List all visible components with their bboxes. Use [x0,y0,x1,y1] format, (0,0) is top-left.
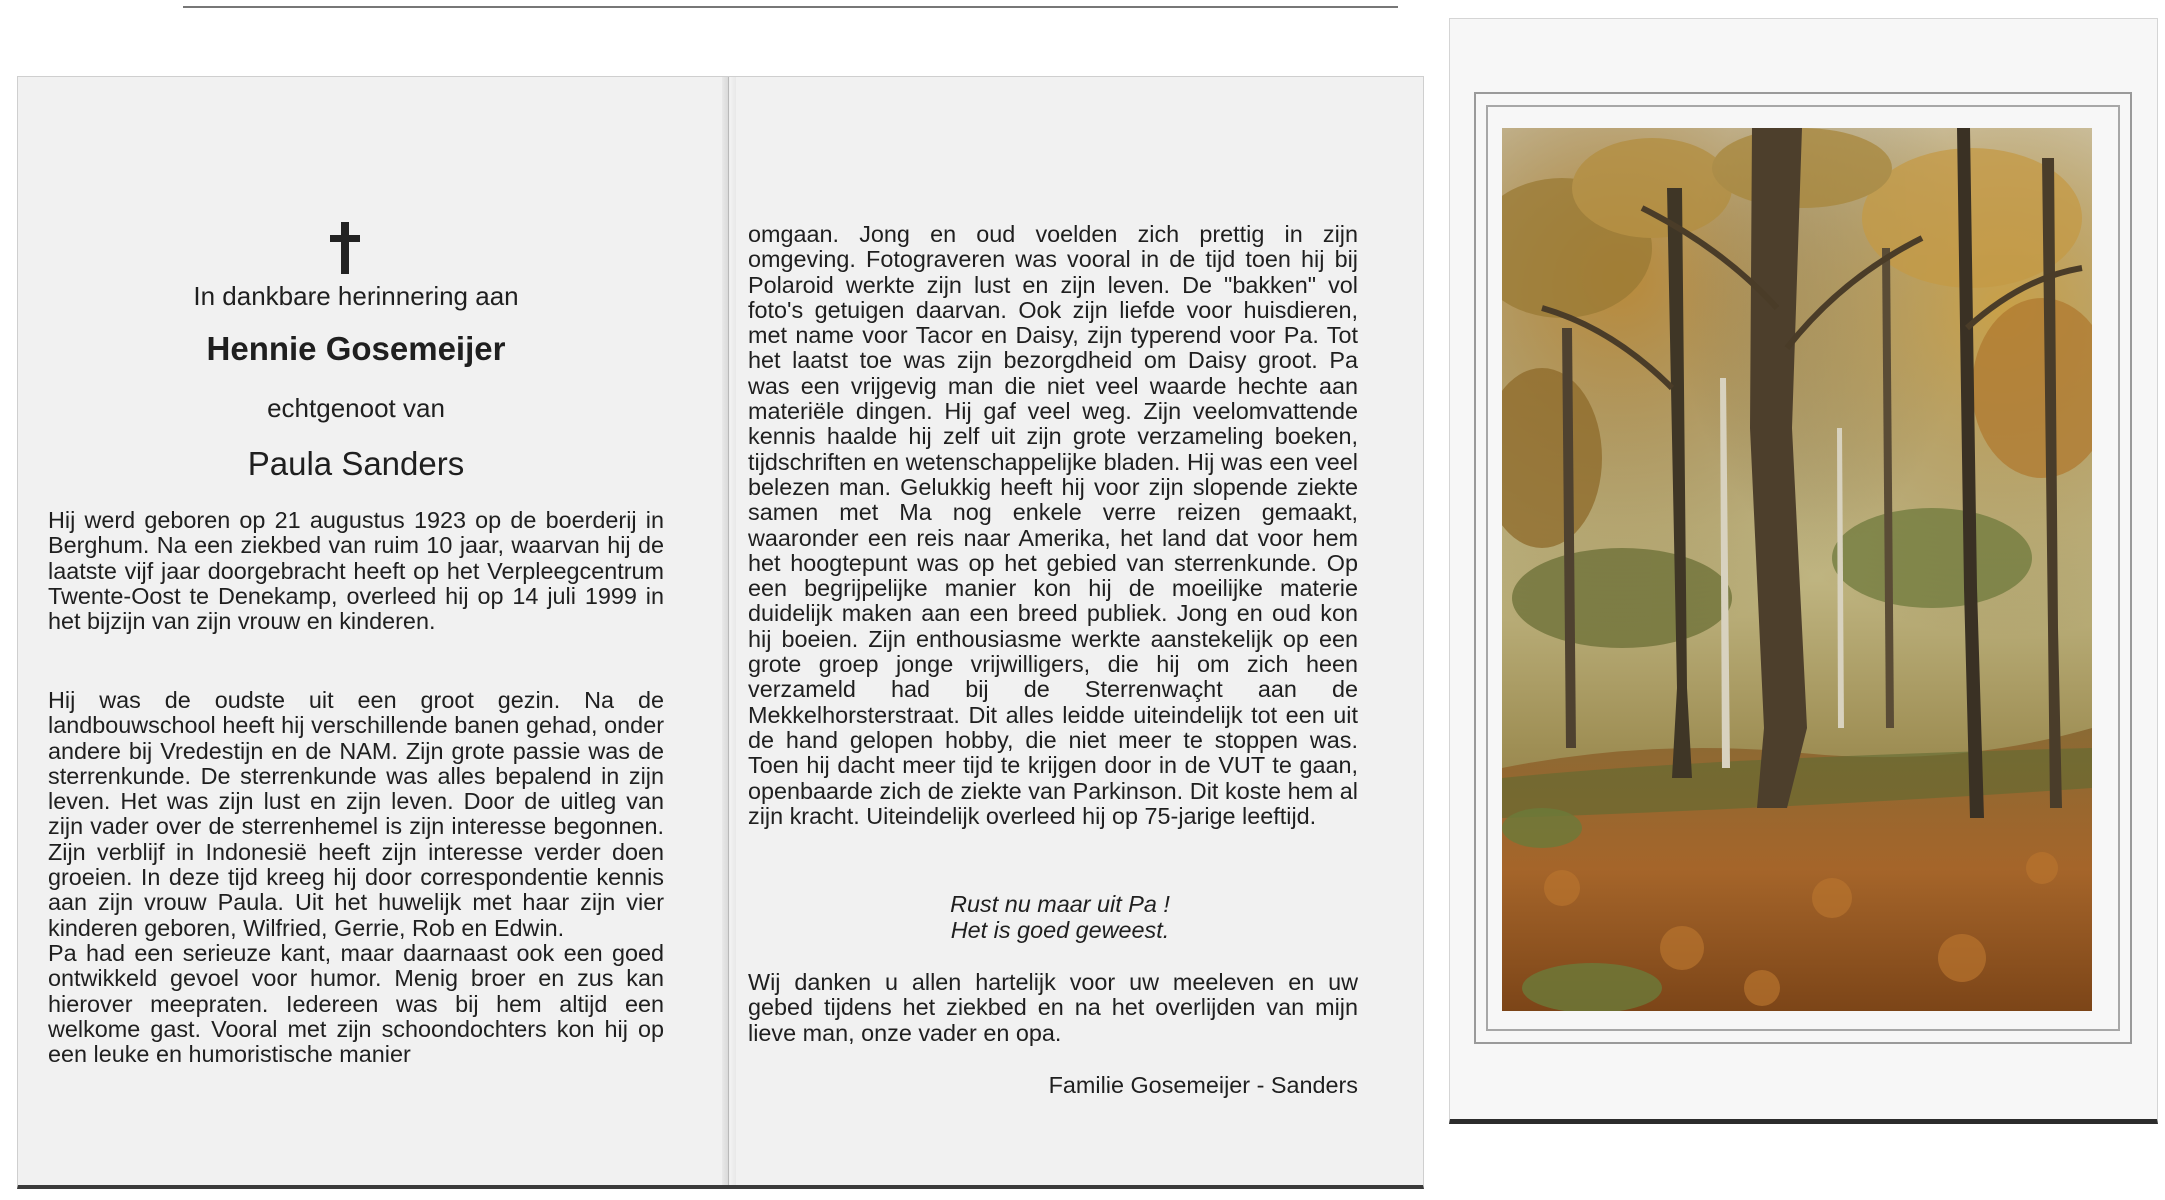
spouse-label: echtgenoot van [267,393,445,423]
card-fold [722,77,736,1185]
biography-paragraph-1: Hij werd geboren op 21 augustus 1923 op de boerderij in Berghum. Na een ziekbed van ruim 10 jaar, waarvan hij de laatste vijf jaar doorgebracht heeft op het Verpleegcentrum Twente-Oost te Denekamp, overleed hij op 14 juli 1999 in het bijzijn van zijn vrouw en kinderen. [48,507,664,635]
cross-icon [330,222,360,274]
deceased-name: Hennie Gosemeijer [206,330,506,367]
family-signature: Familie Gosemeijer - Sanders [1048,1072,1358,1098]
thanks-text: Wij danken u allen hartelijk voor uw meeleven en uw gebed tijdens het ziekbed en na het overlijden van mijn lieve man, onze vader en opa. [748,969,1358,1046]
scan-top-line [183,6,1398,8]
biography-paragraph-2: Hij was de oudste uit een groot gezin. Na de landbouwschool heeft hij verschillende banen gehad, onder andere bij Vredestijn en de NAM. Zijn grote passie was de sterrenkunde. De sterrenkunde was alles bepalend in zijn leven. Het was zijn lust en zijn leven. Door de uitleg van zijn vader over de sterrenhemel is zijn interesse begonnen. Zijn verblijf in Indonesië heeft zijn interesse verder doen groeien. In deze tijd kreeg hij door correspondentie kennis aan zijn vrouw Paula. Uit het huwelijk met haar zijn vier kinderen geboren, Wilfried, Gerrie, Rob en Edwin. [48,687,664,941]
spouse-name: Paula Sanders [247,445,465,482]
intro-text: In dankbare herinnering aan [193,281,519,311]
quote-line-1: Rust nu maar uit Pa ! [950,891,1170,917]
biography-block [48,688,664,1067]
autumn-forest-photo [1502,128,2092,1011]
biography-continued: omgaan. Jong en oud voelden zich prettig in zijn omgeving. Fotograveren was vooral in de tijd toen hij bij Polaroid werkte zijn lust en zijn leven. De "bakken" vol foto's getuigen daarvan. Ook zijn liefde voor huisdieren, met name voor Tacor en Daisy, zijn typerend voor Pa. Tot het laatst toe was zijn bezorgdheid om Daisy groot. Pa was een vrijgevig man die niet veel waarde hechte aan materiële dingen. Hij gaf veel weg. Zijn veelomvattende kennis haalde hij zelf uit zijn grote verzameling boeken, tijdschriften en wetenschappelijke bladen. Hij was een veel belezen man. Gelukkig heeft hij voor zijn slopende ziekte samen met Ma nog enkele verre reizen gemaakt, waaronder een reis naar Amerika, het land dat voor hem het hoogtepunt was op het gebied van sterrenkunde. Op een begrijpelijke manier kon hij de moeilijke materie duidelijk maken aan een breed publiek. Jong en oud kon hij boeien. Zijn enthousiasme werkte aanstekelijk op een grote groep jonge vrijwilligers, die hij om zich heen verzameld had bij de Sterrenwaçht aan de Mekkelhorsterstraat. Dit alles leidde uiteindelijk tot een uit de hand gelopen hobby, die niet meer te stoppen was. Toen hij dacht meer tijd te krijgen door in de VUT te gaan, openbaarde zich de ziekte van Parkinson. Dit koste hem al zijn kracht. Uiteindelijk overleed hij op 75-jarige leeftijd. [748,221,1358,829]
biography-paragraph-3: Pa had een serieuze kant, maar daarnaast ook een goed ontwikkeld gevoel voor humor. Menig broer en zus kan hierover meepraten. Iedereen was bij hem altijd een welkome gast. Vooral met zijn schoondochters kon hij op een leuke en humoristische manier [48,939,664,1068]
right-page [748,222,1358,829]
farewell-quote [748,892,1372,943]
card-fold-line [728,77,729,1185]
quote-line-2: Het is goed geweest. [950,916,1170,943]
